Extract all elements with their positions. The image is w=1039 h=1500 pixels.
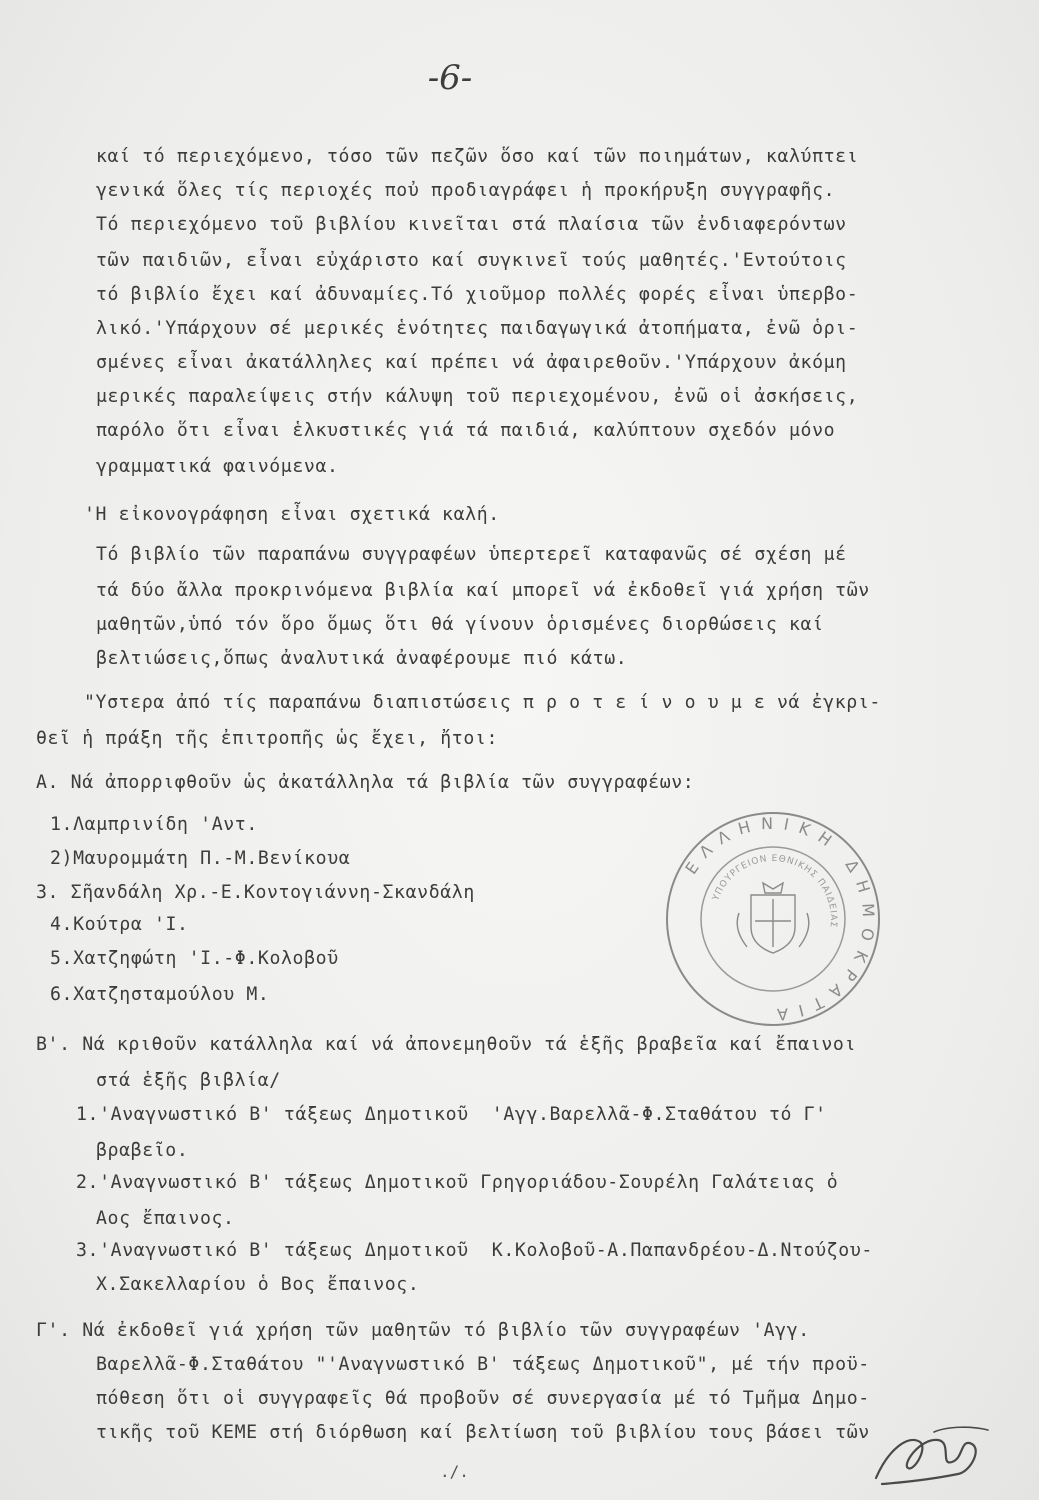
continuation-mark: ./. [440, 1462, 469, 1481]
text-line: σμένες εἶναι ἀκατάλληλες καί πρέπει νά ἀφαιρεθοῦν.'Υπάρχουν ἀκόμη [96, 352, 847, 373]
list-item: 6.Χατζησταμούλου Μ. [50, 984, 270, 1005]
text-line: πόθεση ὅτι οἱ συγγραφεῖς θά προβοῦν σέ συνεργασία μέ τό Τμῆμα Δημο- [96, 1388, 870, 1409]
text-line: θεῖ ἡ πράξη τῆς ἐπιτροπῆς ὡς ἔχει, ἤτοι: [36, 728, 498, 749]
section-c-heading: Γ'. Νά ἐκδοθεῖ γιά χρήση τῶν μαθητῶν τό βιβλίο τῶν συγγραφέων 'Αγγ. [36, 1320, 810, 1341]
section-b-heading: Β'. Νά κριθοῦν κατάλληλα καί νά ἀπονεμηθοῦν τά ἑξῆς βραβεῖα καί ἔπαινοι [36, 1034, 857, 1055]
text-line: τικῆς τοῦ ΚΕΜΕ στή διόρθωση καί βελτίωση τοῦ βιβλίου τους βάσει τῶν [96, 1422, 870, 1443]
list-item: 4.Κούτρα 'Ι. [50, 914, 189, 935]
svg-text:ΥΠΟΥΡΓΕΙΟΝ ΕΘΝΙΚΗΣ ΠΑΙΔΕΙΑΣ: ΥΠΟΥΡΓΕΙΟΝ ΕΘΝΙΚΗΣ ΠΑΙΔΕΙΑΣ [711, 853, 839, 929]
list-item: 1.Λαμπρινίδη 'Αντ. [50, 814, 258, 835]
text-line: βελτιώσεις,ὅπως ἀναλυτικά ἀναφέρουμε πιό κάτω. [96, 648, 628, 669]
text-line: γενικά ὅλες τίς περιοχές ποὐ προδιαγράφει ἡ προκήρυξη συγγραφῆς. [96, 180, 836, 201]
text-line: μαθητῶν,ὑπό τόν ὅρο ὅμως ὅτι θά γίνουν ὁρισμένες διορθώσεις καί [96, 614, 824, 635]
text-line: τό βιβλίο ἔχει καί ἀδυναμίες.Τό χιοῦμορ πολλές φορές εἶναι ὑπερβο- [96, 284, 859, 305]
text-line: στά ἑξῆς βιβλία/ [96, 1070, 281, 1091]
text-line: γραμματικά φαινόμενα. [96, 456, 339, 477]
list-item: 1.'Αναγνωστικό Β' τάξεως Δημοτικοῦ 'Αγγ.Βαρελλᾶ-Φ.Σταθάτου τό Γ' [76, 1104, 827, 1125]
text-line: καί τό περιεχόμενο, τόσο τῶν πεζῶν ὅσο καί τῶν ποιημάτων, καλύπτει [96, 146, 859, 167]
svg-text:ΕΛΛΗΝΙΚΗ ΔΗΜΟΚΡΑΤΙΑ: ΕΛΛΗΝΙΚΗ ΔΗΜΟΚΡΑΤΙΑ [681, 813, 879, 1025]
text-line: βραβεῖο. [96, 1140, 189, 1161]
text-line: 'Η εἰκονογράφηση εἶναι σχετικά καλή. [84, 504, 500, 525]
official-seal-stamp [662, 808, 884, 1030]
page-number: -6- [427, 58, 473, 98]
list-item: 5.Χατζηφώτη 'Ι.-Φ.Κολοβοῦ [50, 948, 339, 969]
text-line: Τό περιεχόμενο τοῦ βιβλίου κινεῖται στά πλαίσια τῶν ἐνδιαφερόντων [96, 214, 847, 235]
text-line: τά δύο ἄλλα προκρινόμενα βιβλία καί μπορεῖ νά ἐκδοθεῖ γιά χρήση τῶν [96, 580, 870, 601]
text-line: τῶν παιδιῶν, εἶναι εὐχάριστο καί συγκινεῖ τούς μαθητές.'Εντούτοις [96, 250, 847, 271]
text-line: Χ.Σακελλαρίου ὁ Βος ἔπαινος. [96, 1274, 420, 1295]
text-line: Τό βιβλίο τῶν παραπάνω συγγραφέων ὑπερτερεῖ καταφανῶς σέ σχέση μέ [96, 544, 847, 565]
text-line: Αος ἔπαινος. [96, 1208, 235, 1229]
section-a-heading: Α. Νά ἀπορριφθοῦν ὡς ἀκατάλληλα τά βιβλία τῶν συγγραφέων: [36, 772, 695, 793]
text-line: "Υστερα ἀπό τίς παραπάνω διαπιστώσεις π ρ ο τ ε ί ν ο υ μ ε νά ἐγκρι- [84, 692, 881, 713]
text-line: παρόλο ὅτι εἶναι ἑλκυστικές γιά τά παιδιά, καλύπτουν σχεδόν μόνο [96, 420, 836, 441]
list-item: 3.'Αναγνωστικό Β' τάξεως Δημοτικοῦ Κ.Κολοβοῦ-Α.Παπανδρέου-Δ.Ντούζου- [76, 1240, 873, 1261]
list-item: 3. Σῆανδάλη Χρ.-Ε.Κοντογιάννη-Σκανδάλη [36, 882, 475, 903]
list-item: 2.'Αναγνωστικό Β' τάξεως Δημοτικοῦ Γρηγοριάδου-Σουρέλη Γαλάτειας ὁ [76, 1172, 839, 1193]
text-line: μερικές παραλείψεις στήν κάλυψη τοῦ περιεχομένου, ἐνῶ οἱ ἀσκήσεις, [96, 386, 859, 407]
text-line: λικό.'Υπάρχουν σέ μερικές ἑνότητες παιδαγωγικά ἀτοπήματα, ἐνῶ ὁρι- [96, 318, 859, 339]
handwritten-signature [868, 1420, 998, 1490]
list-item: 2)Μαυρομμάτη Π.-Μ.Βενίκουα [50, 848, 351, 869]
text-line: Βαρελλᾶ-Φ.Σταθάτου "'Αναγνωστικό Β' τάξεως Δημοτικοῦ", μέ τήν προϋ- [96, 1354, 870, 1375]
